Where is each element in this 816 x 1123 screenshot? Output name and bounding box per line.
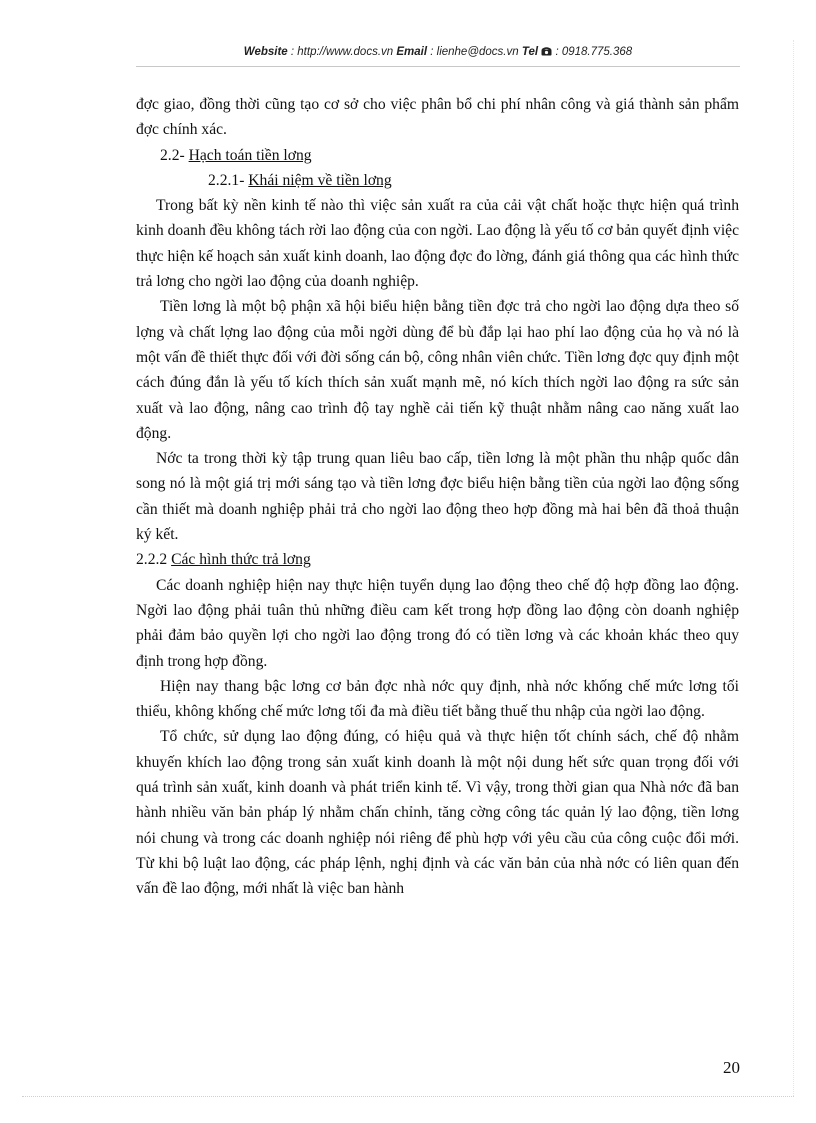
heading-2-2-1-number: 2.2.1- bbox=[208, 171, 245, 189]
heading-2-2-1-title: Khái niệm về tiền lơng bbox=[248, 171, 392, 189]
header-divider bbox=[136, 66, 740, 67]
phone-icon bbox=[541, 46, 555, 58]
document-body bbox=[136, 92, 739, 902]
page-number: 20 bbox=[723, 1058, 740, 1077]
paragraph-2: Trong bất kỳ nền kinh tế nào thì việc sản xuất ra của cải vật chất hoặc thực hiện quá trình kinh doanh đều không tách rời lao động của con ngời. Lao động là yếu tố cơ bản quyết định việc thực hiện kế hoạch sản xuất kinh doanh, lao động đợc đo lờng, đánh giá thông qua các hình thức trả lơng cho ngời lao động của doanh nghiệp. bbox=[136, 197, 739, 291]
email-label: Email bbox=[396, 46, 428, 58]
tel-label: Tel bbox=[521, 46, 539, 58]
website-label: Website bbox=[243, 46, 288, 58]
heading-2-2-number: 2.2- bbox=[160, 146, 185, 164]
heading-2-2-2-number: 2.2.2 bbox=[136, 551, 168, 569]
paragraph-5: Các doanh nghiệp hiện nay thực hiện tuyển dụng lao động theo chế độ hợp đồng lao động. Ngời lao động phải tuân thủ những điều cam kết trong hợp đồng lao động còn doanh nghiệp phải đảm bảo quyền lợi cho ngời lao động trong đó có tiền lơng và các khoản khác theo quy định trong hợp đồng. bbox=[136, 576, 739, 670]
page-header bbox=[136, 46, 740, 58]
page-footer-dots bbox=[22, 1096, 794, 1097]
paragraph-6: Hiện nay thang bậc lơng cơ bản đợc nhà nớc quy định, nhà nớc khống chế mức lơng tối thiểu, không khống chế mức lơng tối đa mà điều tiết bằng thuế thu nhập của ngời lao động. bbox=[136, 677, 739, 721]
paragraph-4: Nớc ta trong thời kỳ tập trung quan liêu bao cấp, tiền lơng là một phần thu nhập quốc dân song nó là một giá trị mới sáng tạo và tiền lơng đợc biểu hiện bằng tiền của ngời lao động sống cần thiết mà doanh nghiệp phải trả cho ngời lao động theo hợp đồng mà hai bên đã thoả thuận ký kết. bbox=[136, 450, 739, 544]
paragraph-7: Tổ chức, sử dụng lao động đúng, có hiệu quả và thực hiện tốt chính sách, chế độ nhằm khuyến khích lao động trong sản xuất kinh doanh là một nội dung hết sức quan trọng đối với quá trình sản xuất, kinh doanh và phát triển kinh tế. Vì vậy, trong thời gian qua Nhà nớc đã ban hành nhiều văn bản pháp lý nhằm chấn chỉnh, tăng cờng công tác quản lý lao động, tiền lơng nói chung và trong các doanh nghiệp nói riêng để phù hợp với yêu cầu của công cuộc đổi mới. Từ khi bộ luật lao động, các pháp lệnh, nghị định và các văn bản của nhà nớc có liên quan đến vấn đề lao động, mới nhất là việc ban hành bbox=[136, 728, 739, 898]
page-border-dots bbox=[793, 40, 794, 1096]
heading-2-2-title: Hạch toán tiền lơng bbox=[188, 146, 312, 164]
heading-2-2 bbox=[136, 143, 739, 168]
heading-2-2-2-title: Các hình thức trả lơng bbox=[171, 551, 311, 569]
website-value: : http://www.docs.vn bbox=[290, 46, 394, 58]
heading-2-2-2 bbox=[136, 547, 739, 572]
heading-2-2-1 bbox=[136, 168, 739, 193]
tel-value: : 0918.775.368 bbox=[555, 46, 633, 58]
paragraph-1: đợc giao, đồng thời cũng tạo cơ sở cho việc phân bổ chi phí nhân công và giá thành sản phẩm đợc chính xác. bbox=[136, 96, 739, 139]
email-value: : lienhe@docs.vn bbox=[430, 46, 519, 58]
paragraph-3: Tiền lơng là một bộ phận xã hội biểu hiện bằng tiền đợc trả cho ngời lao động dựa theo số lợng và chất lợng lao động của mỗi ngời dùng để bù đắp lại hao phí lao động của họ và nó là một vấn đề thiết thực đối với đời sống cán bộ, công nhân viên chức. Tiền lơng đợc quy định một cách đúng đắn là yếu tố kích thích sản xuất mạnh mẽ, nó kích thích ngời lao động ra sức sản xuất và lao động, nâng cao trình độ tay nghề cải tiến kỹ thuật nhằm nâng cao năng xuất lao động. bbox=[136, 298, 739, 442]
